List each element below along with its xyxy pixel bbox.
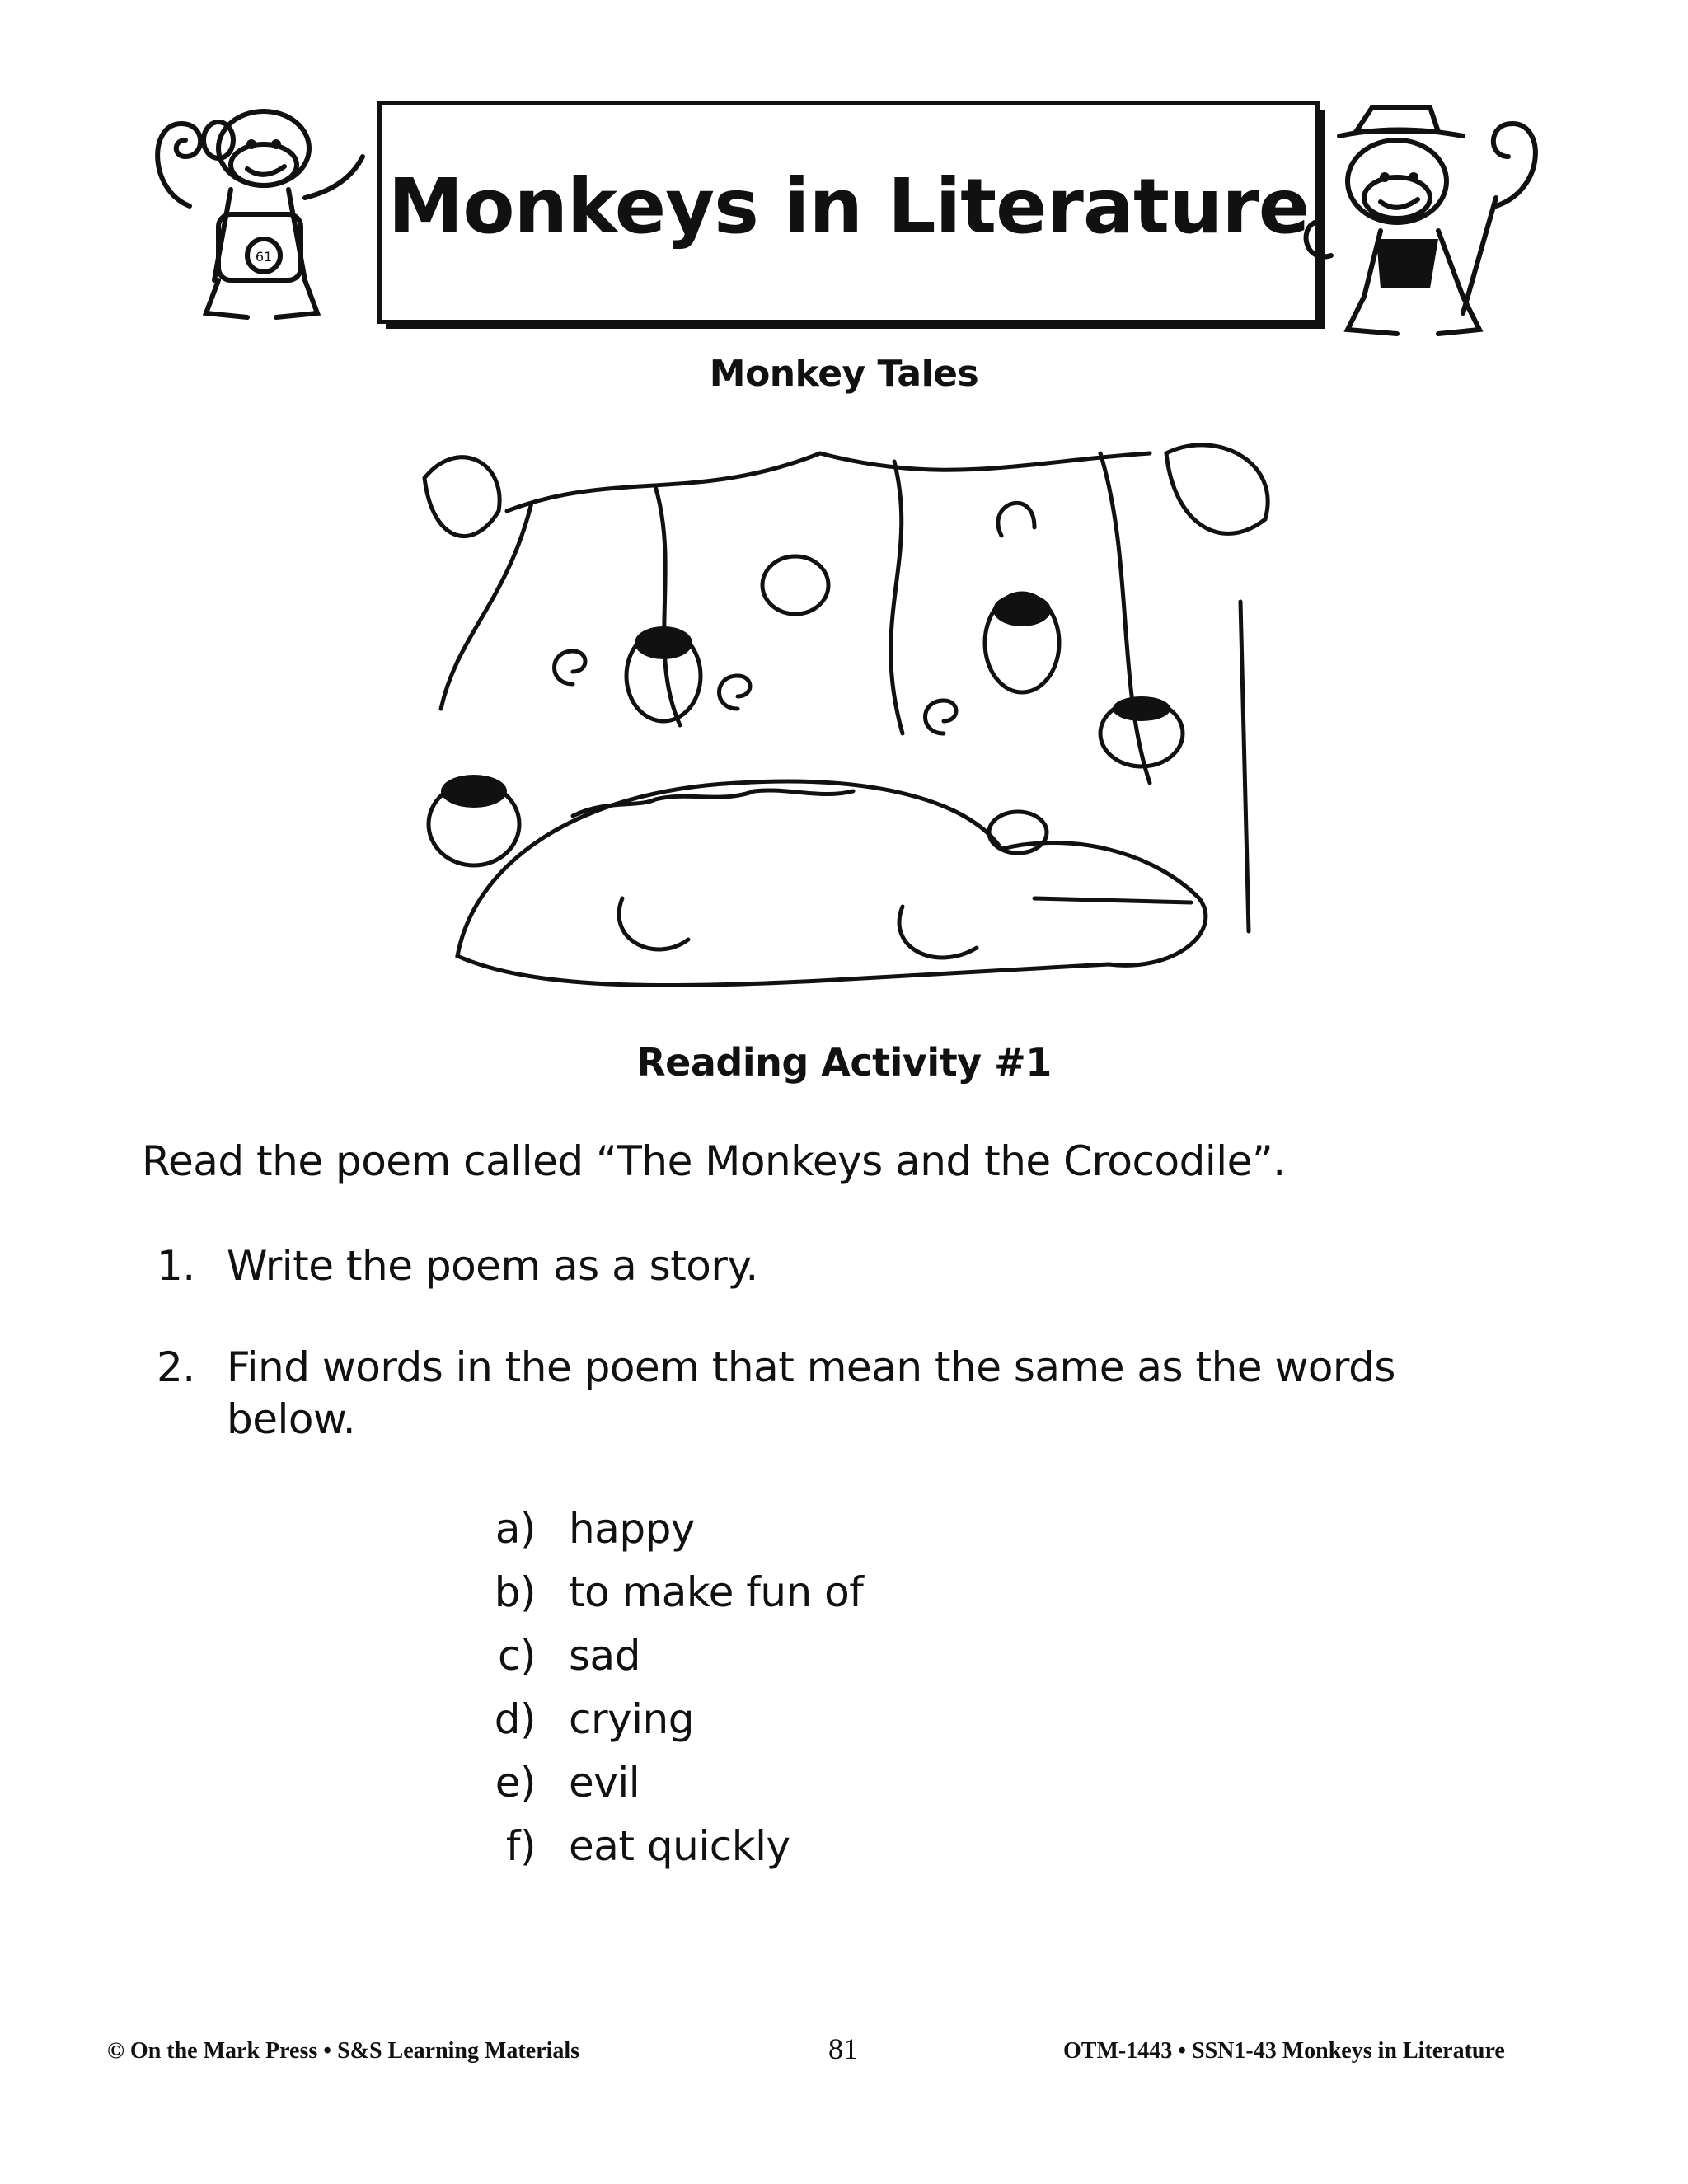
question-number: 2.: [157, 1343, 195, 1391]
question-text: Find words in the poem that mean the same as the words below.: [227, 1343, 1395, 1443]
question-1: [0, 1240, 1688, 1298]
footer-product-code: OTM-1443 • SSN1-43 Monkeys in Literature: [1063, 2038, 1505, 2064]
option-text: sad: [569, 1632, 640, 1680]
section-subtitle: Monkey Tales: [709, 353, 979, 395]
option-text: happy: [569, 1505, 695, 1553]
option-letter: c): [498, 1632, 536, 1680]
question-text: Write the poem as a story.: [227, 1242, 758, 1290]
page-title: Monkeys in Literature: [387, 162, 1310, 251]
activity-heading: Reading Activity #1: [636, 1040, 1052, 1085]
page-number: 81: [828, 2032, 858, 2065]
option-text: to make fun of: [569, 1568, 864, 1616]
option-text: eat quickly: [569, 1822, 790, 1870]
option-text: evil: [569, 1759, 640, 1807]
option-letter: d): [494, 1695, 536, 1743]
option-letter: f): [505, 1822, 536, 1870]
jungle-scene-illustration: [408, 437, 1323, 997]
option-letter: b): [494, 1568, 536, 1616]
activity-intro: Read the poem called “The Monkeys and the Crocodile”.: [142, 1137, 1286, 1185]
question-number: 1.: [157, 1242, 195, 1290]
footer-publisher: © On the Mark Press • S&S Learning Materials: [107, 2038, 580, 2064]
option-text: crying: [569, 1695, 694, 1743]
left-mascot-label: 61: [255, 249, 273, 265]
right-monkey-illustration: [1298, 99, 1554, 346]
question-2: [0, 1342, 1688, 1449]
option-letter: a): [495, 1505, 536, 1553]
left-monkey-illustration: [140, 91, 387, 338]
option-letter: e): [495, 1759, 536, 1807]
